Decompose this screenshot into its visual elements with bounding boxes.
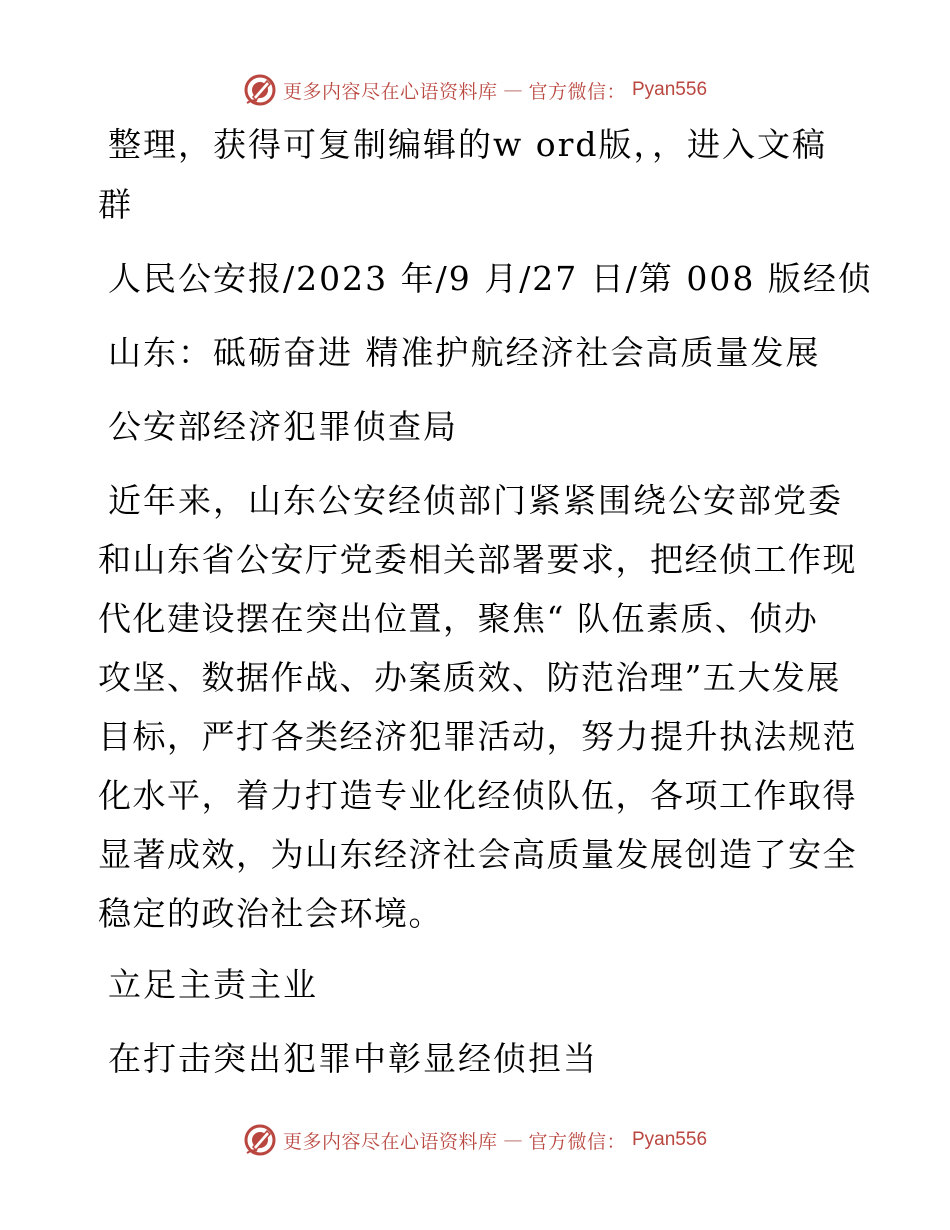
paragraph-line: 目标，严打各类经济犯罪活动，努力提升执法规范: [98, 717, 857, 756]
pen-logo-icon: [243, 73, 277, 107]
paragraph-line: 稳定的政治社会环境。: [98, 894, 443, 933]
pen-logo-icon: [243, 1123, 277, 1157]
paragraph-line: 和山东省公安厅党委相关部署要求，把经侦工作现: [98, 540, 857, 579]
paragraph-line: 化水平，着力打造专业化经侦队伍，各项工作取得: [98, 776, 857, 815]
banner-account: Pyan556: [632, 1129, 708, 1150]
paragraph-line: 攻坚、数据作战、办案质效、防范治理”五大发展: [98, 658, 841, 697]
banner-separator: —: [503, 1129, 523, 1151]
source-line: 人民公安报/2023 年/9 月/27 日/第 008 版经侦: [108, 259, 873, 298]
headline: 山东：砥砺奋进 精准护航经济社会高质量发展: [108, 333, 821, 372]
footer-banner: [0, 1120, 950, 1160]
intro-line-1: 整理，获得可复制编辑的w ord版，，进入文稿: [108, 125, 828, 164]
paragraph-line: 近年来，山东公安经侦部门紧紧围绕公安部党委: [108, 481, 843, 520]
header-banner: [0, 70, 950, 110]
banner-separator: —: [503, 79, 523, 101]
author: 公安部经济犯罪侦查局: [108, 407, 458, 446]
banner-text: 更多内容尽在心语资料库: [282, 1130, 498, 1153]
banner-account: Pyan556: [632, 79, 708, 100]
paragraph-line: 代化建设摆在突出位置，聚焦“ 队伍素质、侦办: [98, 599, 819, 638]
section-subtitle: 在打击突出犯罪中彰显经侦担当: [108, 1039, 598, 1078]
banner-wechat-label: 官方微信：: [528, 1130, 626, 1153]
banner-wechat-label: 官方微信：: [528, 80, 626, 103]
intro-line-2: 群: [98, 185, 133, 224]
paragraph-line: 显著成效，为山东经济社会高质量发展创造了安全: [98, 835, 857, 874]
banner-text: 更多内容尽在心语资料库: [282, 80, 498, 103]
section-title: 立足主责主业: [108, 965, 318, 1004]
